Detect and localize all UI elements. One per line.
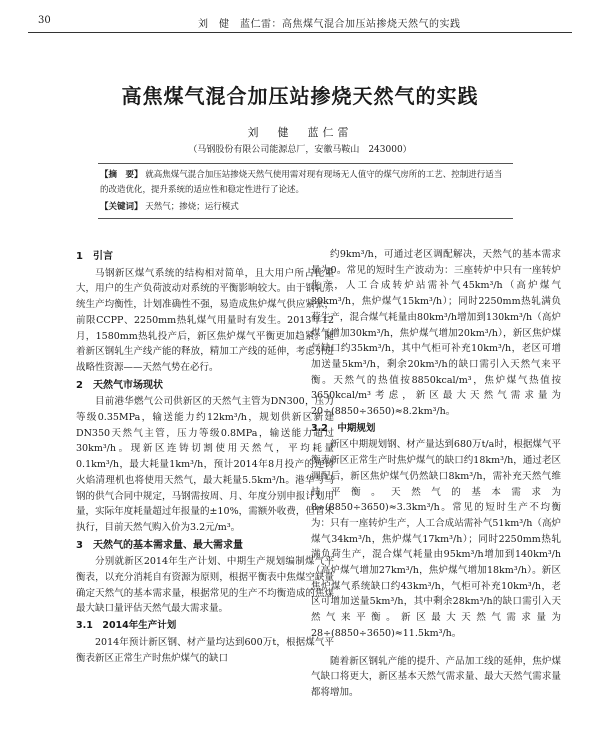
keywords-label: 【关键词】 [100,202,143,212]
section-heading: 3 天然气的基本需求量、最大需求量 [76,539,243,551]
subsection-heading: 3.1 2014年生产计划 [76,620,177,632]
abstract-label: 【摘 要】 [100,170,143,180]
page-number: 30 [38,15,51,26]
running-header [28,12,572,33]
section-heading: 2 天然气市场现状 [76,379,163,391]
abstract-bottom-rule [98,218,513,219]
paragraph: 2014年预计新区钢、材产量均达到600万t，根据煤气平衡表新区正常生产时焦炉煤气的缺口 [76,636,334,664]
article-affiliation: （马钢股份有限公司能源总厂，安徽马鞍山 243000） [188,145,412,155]
paragraph: 马钢新区煤气系统的结构相对简单，且大用户所占比重大，用户的生产负荷波动对系统的平衡影响较大。由于钢轧系统生产均衡性，计划准确性不强，易造成焦炉煤气供应紧张，前限CCPP、2250mm热轧煤气用量时有发生。2013年12月，1580mm热轧投产后，新区焦炉煤气平衡更加趋紧。随着新区钢轧生产线产能的释放，精加工产线的延伸，考虑引进战略性资源——天然气势在必行。 [76,267,334,373]
paragraph: 随着新区钢轧产能的提升、产品加工线的延伸，焦炉煤气缺口将更大，新区基本天然气需求量、最大天然气需求量都将增加。 [311,655,561,698]
article-title: 高焦煤气混合加压站掺烧天然气的实践 [121,84,479,108]
running-title: 刘 健 蓝仁雷：高焦煤气混合加压站掺烧天然气的实践 [198,19,461,30]
paragraph: 约9km³/h，可通过老区调配解决，天然气的基本需求量为0。常见的短时生产波动为：三座转炉中只有一座转炉生产，人工合成转炉站需补气45km³/h（高炉煤气30km³/h，焦炉煤气15km³/h）；同时2250mm热轧满负荷生产，混合煤气耗量由80km³/h增加到130km³/h（高炉煤气增加30km³/h，焦炉煤气增加20km³/h），新区焦炉煤气缺口约35km³/h，其中气柜可补充10km³/h，老区可增加送量5km³/h，剩余20km³/h的缺口需引入天然气来平衡。天然气的热值按8850kcal/m³，焦炉煤气热值按3650kcal/m³考虑，新区最大天然气需求量为20÷(8850÷3650)≈8.2km³/h。 [311,249,561,418]
paragraph: 新区中期规划钢、材产量达到680万t/a时，根据煤气平衡表新区正常生产时焦炉煤气的缺口约18km³/h，通过老区调配后，新区焦炉煤气仍然缺口8km³/h，需补充天然气维持平衡。天然气的基本需求为8÷(8850÷3650)≈3.3km³/h。常见的短时生产不均衡为：只有一座转炉生产，人工合成站需补气51km³/h（高炉煤气34km³/h，焦炉煤气17km³/h）；同时2250mm热轧满负荷生产，混合煤气耗量由95km³/h增加到140km³/h（高炉煤气增加27km³/h，焦炉煤气增加18km³/h）。新区焦炉煤气系统缺口约43km³/h，气柜可补充10km³/h，老区可增加送量5km³/h，其中剩余28km³/h的缺口需引入天然气来平衡。新区最大天然气需求量为28÷(8850÷3650)≈11.5km³/h。 [311,439,561,639]
keywords-text: 天然气；掺烧；运行模式 [145,202,239,212]
right-column [311,247,561,701]
keywords-block [100,201,510,213]
left-column [76,247,334,666]
section-heading: 1 引言 [76,251,113,262]
abstract-top-rule [98,163,513,164]
paragraph: 分别就新区2014年生产计划、中期生产规划编制煤气平衡表，以充分消耗自有资源为原则，根据平衡表中焦煤空缺量确定天然气的基本需求量，根据常见的生产不均衡造成的焦煤最大缺口量评估天然气最大需求量。 [76,556,334,615]
paragraph: 目前港华燃气公司供新区的天然气主管为DN300，压力等级0.35MPa，输送能力约12km³/h，规划供新区新建DN350天然气主管，压力等级0.8MPa，输送能力超过30km³/h。现新区连铸切割使用天然气，平均耗量0.1km³/h，最大耗量1km³/h，预计2014年8月投产的连铸火焰清理机也将使用天然气，最大耗量5.5km³/h。港华与马钢的供气合同中规定，马钢需按周、月、年度分别申报计划用量，实际年度耗量超过年报量的±10%，需额外收费，但暂未执行，目前天然气购入价为3.2元/m³。 [76,396,334,533]
abstract-text: 就高焦煤气混合加压站掺烧天然气使用需对现有现场无人值守的煤气房所的工艺、控制进行适当的改造优化，提升系统的适应性和稳定性进行了论述。 [100,170,503,195]
subsection-heading: 3.2 中期规划 [311,422,376,434]
abstract-block [100,168,510,198]
article-authors: 刘 健 蓝仁雷 [247,126,353,139]
